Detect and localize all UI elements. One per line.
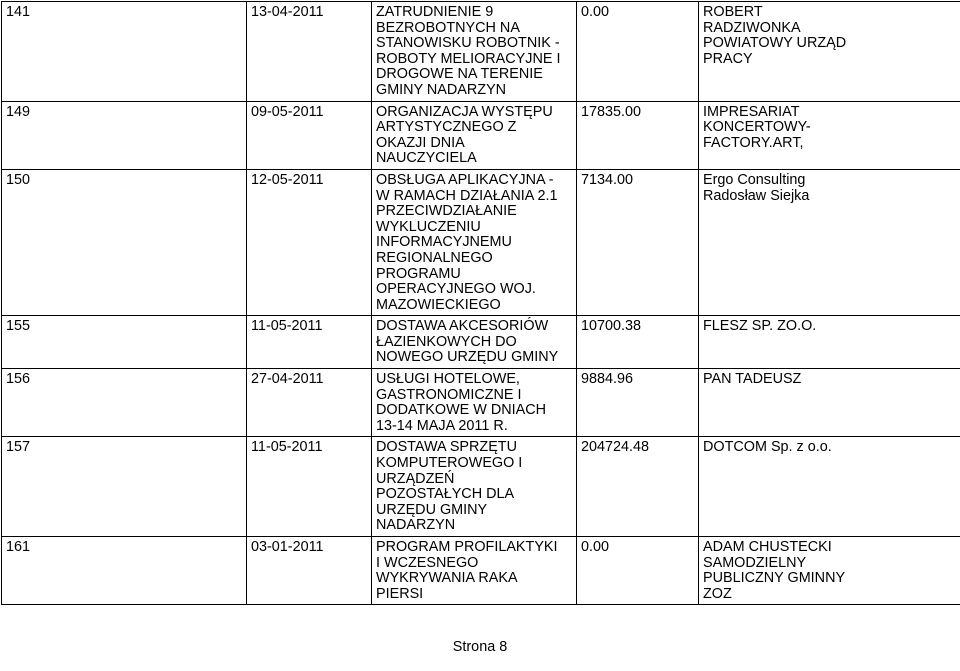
record-vendor: ADAM CHUSTECKI SAMODZIELNY PUBLICZNY GMINNY ZOZ xyxy=(699,537,960,605)
record-date: 11-05-2011 xyxy=(247,316,372,369)
record-title: ZATRUDNIENIE 9 BEZROBOTNYCH NA STANOWISKU ROBOTNIK - ROBOTY MELIORACYJNE I DROGOWE NA TERENIE GMINY NADARZYN xyxy=(372,2,577,102)
record-date: 27-04-2011 xyxy=(247,369,372,437)
record-value: 7134.00 xyxy=(577,169,699,315)
record-value: 0.00 xyxy=(577,537,699,605)
table-row xyxy=(2,369,960,437)
table-row xyxy=(2,169,960,315)
record-vendor: DOTCOM Sp. z o.o. xyxy=(699,437,960,537)
record-id-cell xyxy=(2,537,247,605)
record-vendor: FLESZ SP. ZO.O. xyxy=(699,316,960,369)
record-vendor: Ergo Consulting Radosław Siejka xyxy=(699,169,960,315)
records-table xyxy=(1,1,960,605)
record-id-cell xyxy=(2,437,247,537)
record-date: 03-01-2011 xyxy=(247,537,372,605)
record-id-cell xyxy=(2,2,247,102)
record-title: OBSŁUGA APLIKACYJNA - W RAMACH DZIAŁANIA 2.1 PRZECIWDZIAŁANIE WYKLUCZENIU INFORMACYJNEMU REGIONALNEGO PROGRAMU OPERACYJNEGO WOJ. MAZOWIECKIEGO xyxy=(372,169,577,315)
record-title: ORGANIZACJA WYSTĘPU ARTYSTYCZNEGO Z OKAZJI DNIA NAUCZYCIELA xyxy=(372,101,577,169)
table-row xyxy=(2,316,960,369)
record-value: 10700.38 xyxy=(577,316,699,369)
record-id: 161 xyxy=(6,539,31,555)
record-vendor: IMPRESARIAT KONCERTOWY- FACTORY.ART, xyxy=(699,101,960,169)
record-value: 204724.48 xyxy=(577,437,699,537)
record-id: 150 xyxy=(6,171,31,188)
record-value: 17835.00 xyxy=(577,101,699,169)
record-title: PROGRAM PROFILAKTYKI I WCZESNEGO WYKRYWANIA RAKA PIERSI xyxy=(372,537,577,605)
record-date: 11-05-2011 xyxy=(247,437,372,537)
record-id-cell xyxy=(2,101,247,169)
record-date: 13-04-2011 xyxy=(247,2,372,102)
record-id-cell xyxy=(2,169,247,315)
record-vendor: ROBERT RADZIWONKA POWIATOWY URZĄD PRACY xyxy=(699,2,960,102)
record-title: DOSTAWA AKCESORIÓW ŁAZIENKOWYCH DO NOWEGO URZĘDU GMINY xyxy=(372,316,577,369)
record-id: 157 xyxy=(6,439,31,456)
record-date: 12-05-2011 xyxy=(247,169,372,315)
record-title: USŁUGI HOTELOWE, GASTRONOMICZNE I DODATKOWE W DNIACH 13-14 MAJA 2011 R. xyxy=(372,369,577,437)
record-value: 0.00 xyxy=(577,2,699,102)
record-id: 149 xyxy=(6,103,31,120)
table-row xyxy=(2,2,960,102)
record-id: 156 xyxy=(6,371,31,388)
table-row xyxy=(2,101,960,169)
table-row xyxy=(2,437,960,537)
record-vendor: PAN TADEUSZ xyxy=(699,369,960,437)
record-value: 9884.96 xyxy=(577,369,699,437)
record-date: 09-05-2011 xyxy=(247,101,372,169)
record-id: 155 xyxy=(6,318,31,335)
record-id-cell xyxy=(2,316,247,369)
record-id: 141 xyxy=(6,4,31,20)
record-id-cell xyxy=(2,369,247,437)
page-number: Strona 8 xyxy=(452,639,508,655)
record-title: DOSTAWA SPRZĘTU KOMPUTEROWEGO I URZĄDZEŃ POZOSTAŁYCH DLA URZĘDU GMINY NADARZYN xyxy=(372,437,577,537)
table-row xyxy=(2,537,960,605)
